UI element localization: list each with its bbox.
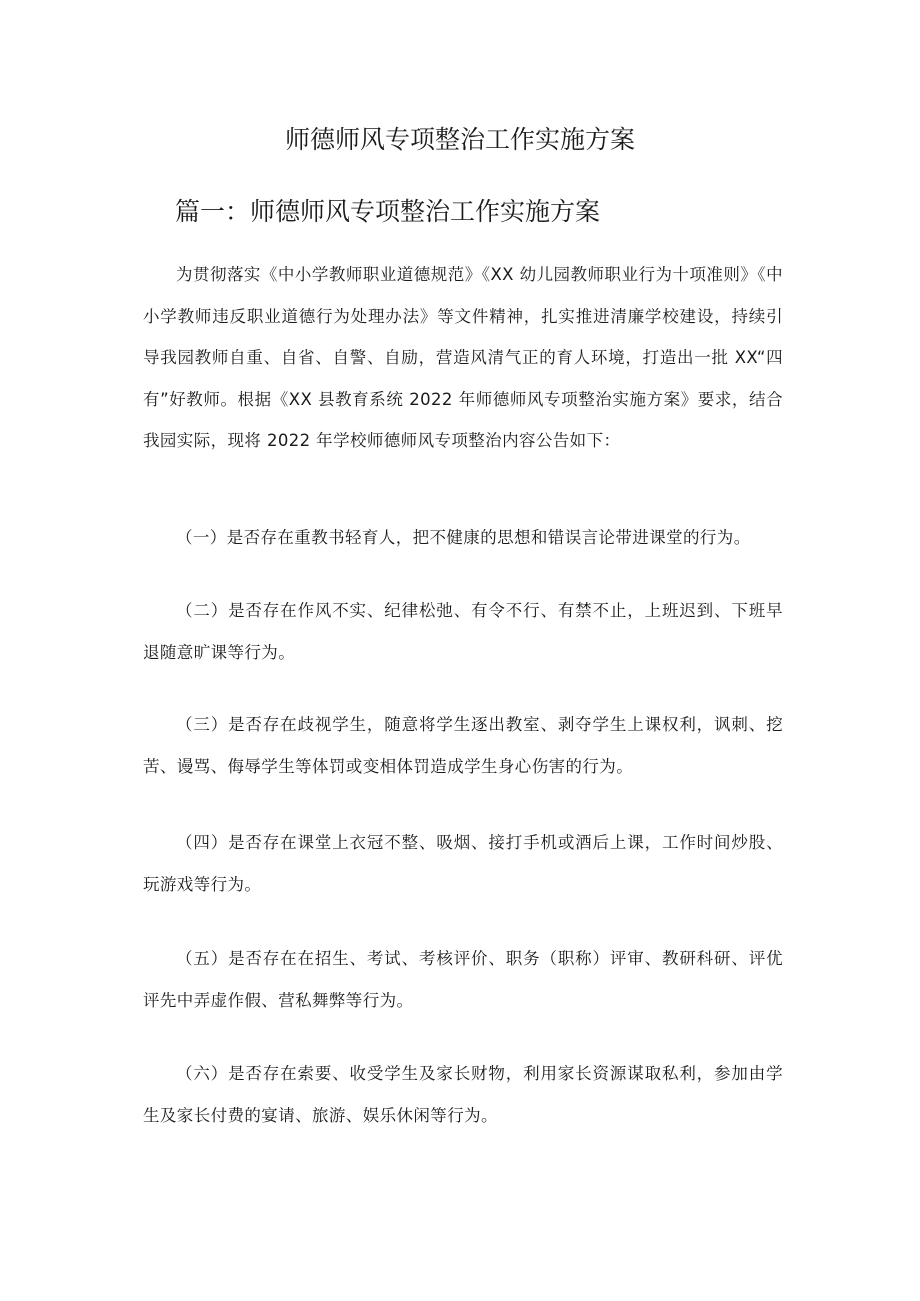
list-item: （四）是否存在课堂上衣冠不整、吸烟、接打手机或酒后上课，工作时间炒股、玩游戏等行为。: [143, 833, 783, 894]
list-item: （六）是否存在索要、收受学生及家长财物，利用家长资源谋取私利，参加由学生及家长付费的宴请、旅游、娱乐休闲等行为。: [143, 1064, 783, 1125]
list-item: （五）是否存在在招生、考试、考核评价、职务（职称）评审、教研科研、评优评先中弄虚作假、营私舞弊等行为。: [143, 949, 783, 1010]
list-item: （二）是否存在作风不实、纪律松弛、有令不行、有禁不止，上班迟到、下班早退随意旷课等行为。: [143, 601, 783, 662]
intro-paragraph: 为贯彻落实《中小学教师职业道德规范》《XX 幼儿园教师职业行为十项准则》《中小学教师违反职业道德行为处理办法》等文件精神，扎实推进清廉学校建设，持续引导我园教师自重、自省、自警、自励，营造风清气正的育人环境，打造出一批 XX“四有”好教师。根据《XX 县教育系统 2022 年师德师风专项整治实施方案》要求，结合我园实际，现将 2022 年学校师德师风专项整治内容公告如下：: [143, 265, 783, 450]
list-item: （一）是否存在重教书轻育人，把不健康的思想和错误言论带进课堂的行为。: [176, 528, 751, 547]
section-heading: 篇一：师德师风专项整治工作实施方案: [175, 197, 601, 226]
list-item: （三）是否存在歧视学生，随意将学生逐出教室、剥夺学生上课权利，讽刺、挖苦、谩骂、侮辱学生等体罚或变相体罚造成学生身心伤害的行为。: [143, 715, 783, 776]
document-title: 师德师风专项整治工作实施方案: [284, 125, 635, 154]
